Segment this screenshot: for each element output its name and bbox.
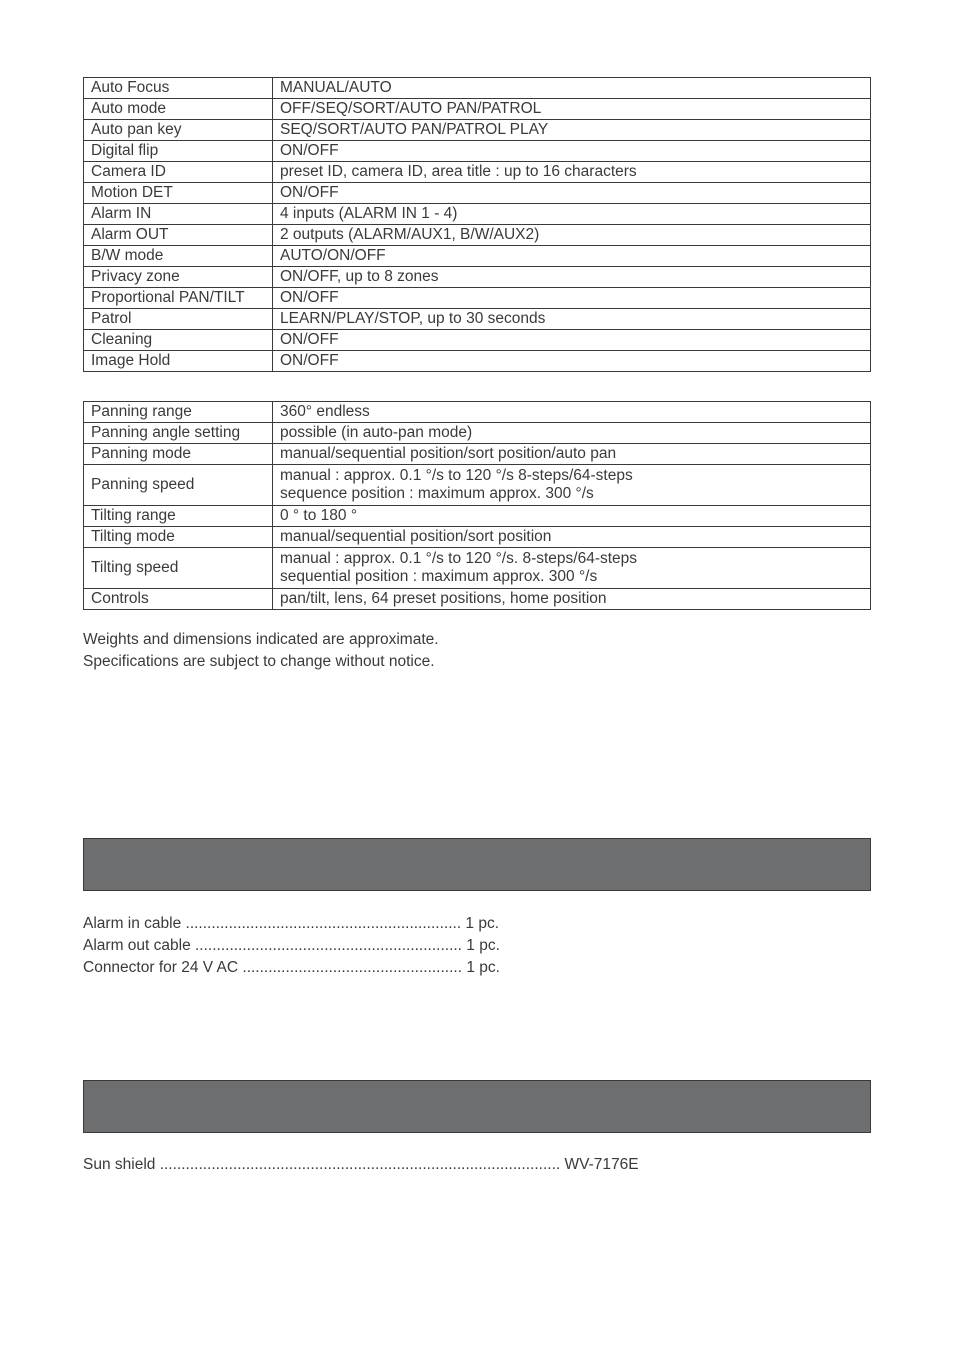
table-row bbox=[84, 309, 871, 330]
row-label: Tilting mode bbox=[84, 527, 273, 548]
spec-table-general bbox=[83, 77, 871, 372]
row-value: pan/tilt, lens, 64 preset positions, home position bbox=[273, 589, 871, 610]
row-label: Tilting range bbox=[84, 506, 273, 527]
row-value: 0 ° to 180 ° bbox=[273, 506, 871, 527]
row-label: Alarm OUT bbox=[84, 225, 273, 246]
row-value: LEARN/PLAY/STOP, up to 30 seconds bbox=[273, 309, 871, 330]
row-label: Privacy zone bbox=[84, 267, 273, 288]
row-value-line: sequence position : maximum approx. 300 °/s bbox=[280, 485, 594, 502]
row-label: Auto Focus bbox=[84, 78, 273, 99]
row-value-line: sequential position : maximum approx. 300 °/s bbox=[280, 568, 598, 585]
row-label: Panning angle setting bbox=[84, 423, 273, 444]
row-label: Panning speed bbox=[84, 465, 273, 506]
row-value: SEQ/SORT/AUTO PAN/PATROL PLAY bbox=[273, 120, 871, 141]
row-value bbox=[273, 465, 871, 506]
row-value: ON/OFF bbox=[273, 330, 871, 351]
section-header-bar-optional-accessories bbox=[83, 1080, 871, 1133]
spec-table-pan-tilt bbox=[83, 401, 871, 610]
row-value: possible (in auto-pan mode) bbox=[273, 423, 871, 444]
table-row bbox=[84, 162, 871, 183]
row-value: 4 inputs (ALARM IN 1 - 4) bbox=[273, 204, 871, 225]
table-row bbox=[84, 589, 871, 610]
table-row bbox=[84, 527, 871, 548]
table-row bbox=[84, 288, 871, 309]
list-item: Alarm in cable ................................................................ 1 pc. bbox=[83, 915, 500, 932]
row-value: ON/OFF, up to 8 zones bbox=[273, 267, 871, 288]
row-label: Cleaning bbox=[84, 330, 273, 351]
row-label: Proportional PAN/TILT bbox=[84, 288, 273, 309]
row-label: Patrol bbox=[84, 309, 273, 330]
row-label: B/W mode bbox=[84, 246, 273, 267]
row-value: ON/OFF bbox=[273, 351, 871, 372]
table-row bbox=[84, 183, 871, 204]
table-row bbox=[84, 120, 871, 141]
row-value: preset ID, camera ID, area title : up to 16 characters bbox=[273, 162, 871, 183]
row-label: Controls bbox=[84, 589, 273, 610]
row-value: ON/OFF bbox=[273, 288, 871, 309]
row-label: Panning mode bbox=[84, 444, 273, 465]
table-row bbox=[84, 225, 871, 246]
table-row bbox=[84, 423, 871, 444]
row-value: ON/OFF bbox=[273, 183, 871, 204]
note-specifications: Specifications are subject to change without notice. bbox=[83, 653, 435, 670]
row-label: Camera ID bbox=[84, 162, 273, 183]
table-row bbox=[84, 402, 871, 423]
table-row bbox=[84, 99, 871, 120]
row-value-line: manual : approx. 0.1 °/s to 120 °/s 8-steps/64-steps bbox=[280, 467, 633, 484]
row-value: manual/sequential position/sort position/auto pan bbox=[273, 444, 871, 465]
table-row bbox=[84, 78, 871, 99]
row-value: 360° endless bbox=[273, 402, 871, 423]
table-row bbox=[84, 246, 871, 267]
section-header-bar-standard-accessories bbox=[83, 838, 871, 891]
row-label: Alarm IN bbox=[84, 204, 273, 225]
row-label: Image Hold bbox=[84, 351, 273, 372]
table-row bbox=[84, 351, 871, 372]
row-value: manual/sequential position/sort position bbox=[273, 527, 871, 548]
table-row bbox=[84, 330, 871, 351]
row-label: Digital flip bbox=[84, 141, 273, 162]
list-item: Alarm out cable .............................................................. 1 pc. bbox=[83, 937, 500, 954]
table-row bbox=[84, 141, 871, 162]
table-row bbox=[84, 267, 871, 288]
row-label: Auto pan key bbox=[84, 120, 273, 141]
list-item: Sun shield ............................................................................................. WV-7176E bbox=[83, 1156, 639, 1173]
row-value: ON/OFF bbox=[273, 141, 871, 162]
table-row bbox=[84, 204, 871, 225]
row-value: OFF/SEQ/SORT/AUTO PAN/PATROL bbox=[273, 99, 871, 120]
row-value-line: manual : approx. 0.1 °/s to 120 °/s. 8-steps/64-steps bbox=[280, 550, 638, 567]
table-row bbox=[84, 465, 871, 506]
row-value: 2 outputs (ALARM/AUX1, B/W/AUX2) bbox=[273, 225, 871, 246]
row-label: Auto mode bbox=[84, 99, 273, 120]
table-row bbox=[84, 444, 871, 465]
row-value bbox=[273, 548, 871, 589]
list-item: Connector for 24 V AC ................................................... 1 pc. bbox=[83, 959, 500, 976]
note-weights: Weights and dimensions indicated are approximate. bbox=[83, 631, 439, 648]
table-row bbox=[84, 548, 871, 589]
row-value: AUTO/ON/OFF bbox=[273, 246, 871, 267]
row-label: Motion DET bbox=[84, 183, 273, 204]
row-label: Tilting speed bbox=[84, 548, 273, 589]
row-value: MANUAL/AUTO bbox=[273, 78, 871, 99]
table-row bbox=[84, 506, 871, 527]
row-label: Panning range bbox=[84, 402, 273, 423]
